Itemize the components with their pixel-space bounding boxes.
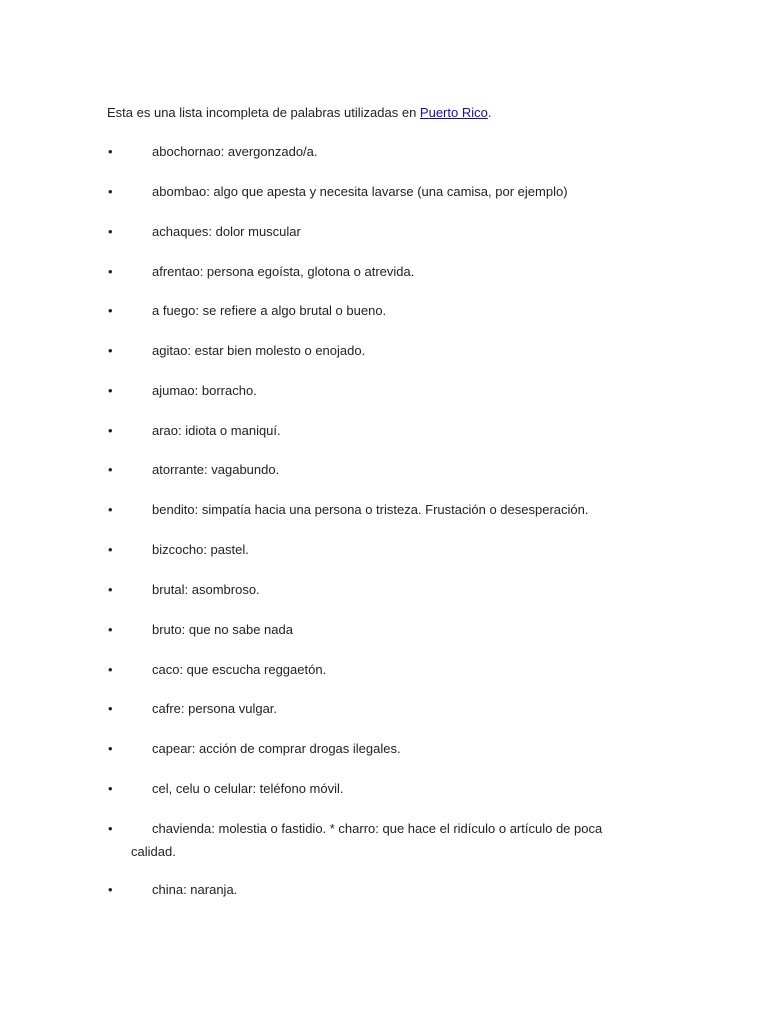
bullet-icon: • xyxy=(108,741,113,756)
list-item-text: ajumao: borracho. xyxy=(152,383,257,398)
intro-text: Esta es una lista incompleta de palabras utilizadas en xyxy=(107,105,420,120)
bullet-icon: • xyxy=(108,582,113,597)
intro-paragraph xyxy=(107,104,491,122)
list-item-text: chavienda: molestia o fastidio. * charro: que hace el ridículo o artículo de poca xyxy=(152,821,603,836)
bullet-icon: • xyxy=(108,821,113,836)
intro-period: . xyxy=(487,105,492,120)
list-item-text: bizcocho: pastel. xyxy=(152,542,249,557)
list-item-text: bendito: simpatía hacia una persona o tristeza. Frustación o desesperación. xyxy=(152,502,589,517)
list-item-text: cafre: persona vulgar. xyxy=(152,701,278,716)
bullet-icon: • xyxy=(108,383,113,398)
list-item-text: atorrante: vagabundo. xyxy=(152,462,280,477)
list-item-text: agitao: estar bien molesto o enojado. xyxy=(152,343,366,358)
list-item-text: bruto: que no sabe nada xyxy=(152,622,293,637)
bullet-icon: • xyxy=(108,423,113,438)
list-item-text: capear: acción de comprar drogas ilegales. xyxy=(152,741,401,756)
bullet-icon: • xyxy=(108,542,113,557)
bullet-icon: • xyxy=(108,502,113,517)
list-item-text: brutal: asombroso. xyxy=(152,582,260,597)
bullet-icon: • xyxy=(108,184,113,199)
bullet-icon: • xyxy=(108,264,113,279)
bullet-icon: • xyxy=(108,622,113,637)
bullet-icon: • xyxy=(108,701,113,716)
list-item-text: china: naranja. xyxy=(152,882,238,897)
bullet-icon: • xyxy=(108,343,113,358)
puerto-rico-link[interactable]: Puerto Rico xyxy=(419,105,488,120)
bullet-icon: • xyxy=(108,781,113,796)
list-item-text: afrentao: persona egoísta, glotona o atrevida. xyxy=(152,264,415,279)
bullet-icon: • xyxy=(108,462,113,477)
bullet-icon: • xyxy=(108,303,113,318)
list-item-text: arao: idiota o maniquí. xyxy=(152,423,281,438)
list-item-text: abombao: algo que apesta y necesita lavarse (una camisa, por ejemplo) xyxy=(152,184,568,199)
list-item-text: achaques: dolor muscular xyxy=(152,224,301,239)
list-item-text: abochornao: avergonzado/a. xyxy=(152,144,318,159)
list-item-continuation: calidad. xyxy=(131,844,176,859)
bullet-icon: • xyxy=(108,144,113,159)
list-item-text: a fuego: se refiere a algo brutal o bueno. xyxy=(152,303,387,318)
list-item-text: cel, celu o celular: teléfono móvil. xyxy=(152,781,344,796)
bullet-icon: • xyxy=(108,882,113,897)
bullet-icon: • xyxy=(108,662,113,677)
bullet-icon: • xyxy=(108,224,113,239)
list-item-text: caco: que escucha reggaetón. xyxy=(152,662,327,677)
